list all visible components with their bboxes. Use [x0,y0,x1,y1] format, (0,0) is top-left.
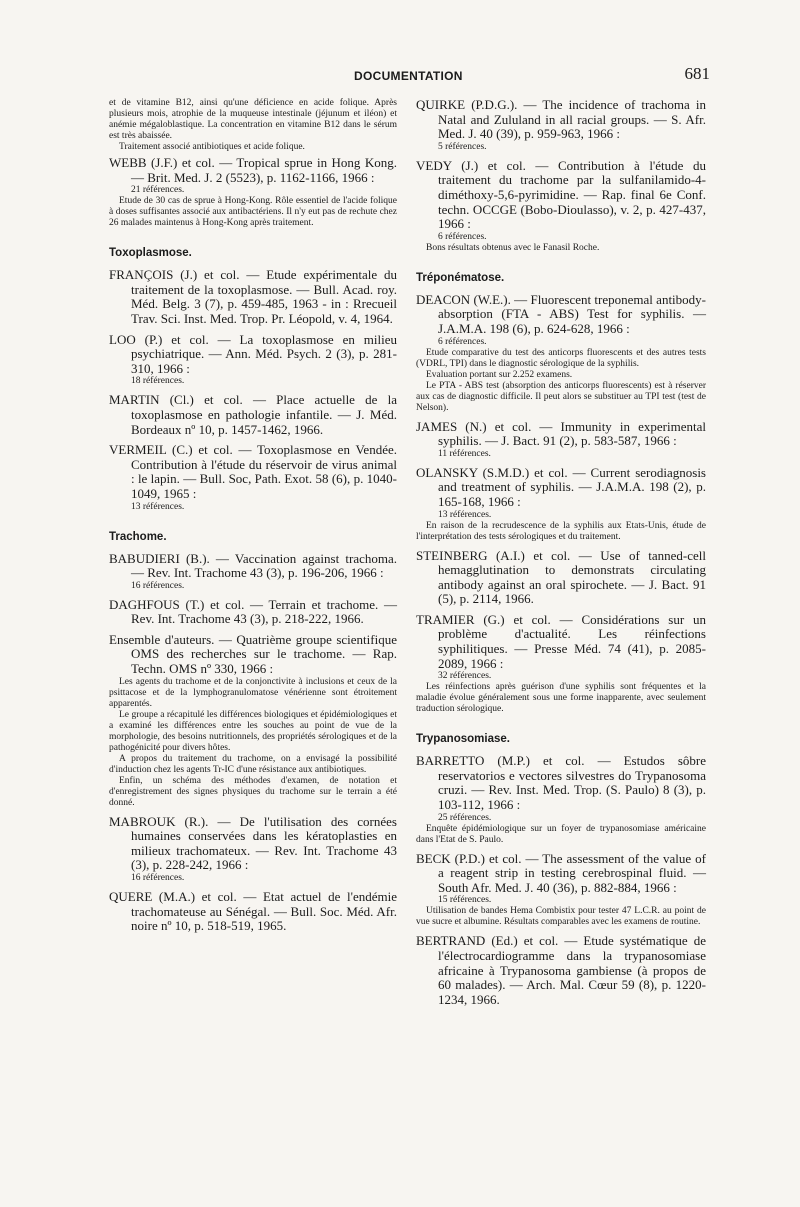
reference-count: 13 références. [131,501,185,512]
reference-count: 32 références. [438,671,492,682]
citation: VERMEIL (C.) et col. — Toxoplasmose en Vendée. Contribution à l'étude du réservoir de virus animal : le lapin. — Bull. Soc, Path. Exot. 58 (6), p. 1040-1049, 1965 : [109,442,397,501]
annotation: A propos du traitement du trachome, on a envisagé la possibilité d'induction chez les agents Tr-IC d'une résistance aux antibiotiques. [109,753,397,775]
running-title: DOCUMENTATION [354,69,463,83]
section-heading: Toxoplasmose. [109,247,192,260]
bibliography-entry [416,934,706,1007]
citation: MARTIN (Cl.) et col. — Place actuelle de la toxoplasmose en pathologie infantile. — J. Méd. Bordeaux nº 10, p. 1457-1462, 1966. [109,392,397,437]
bibliography-entry [109,333,397,388]
reference-count: 21 références. [131,185,185,196]
section-treponematose [416,272,706,716]
page-number: 681 [684,64,710,83]
citation: BECK (P.D.) et col. — The assessment of the value of a reagent strip in testing cerebrospinal fluid. — South Afr. Med. J. 40 (36), p. 882-884, 1966 : [416,850,706,895]
annotation: Etude comparative du test des anticorps fluorescents et des autres tests (VDRL, TPI) dans le diagnostic sérologique de la syphilis. [416,347,706,369]
annotation: En raison de la recrudescence de la syphilis aux Etats-Unis, étude de l'interprétation des tests sérologiques et du traitement. [416,520,706,542]
citation: BARRETTO (M.P.) et col. — Estudos sôbre reservatorios e vectores silvestres do Trypanosoma cruzi. — Rev. Inst. Med. Trop. (S. Paulo) 8 (3), p. 103-112, 1966 : [416,753,706,813]
section-heading: Tréponématose. [416,271,505,284]
section-toxoplasmose [109,247,397,512]
bibliography-entry [416,852,706,929]
citation: JAMES (N.) et col. — Immunity in experimental syphilis. — J. Bact. 91 (2), p. 583-587, 1966 : [416,418,706,449]
citation: LOO (P.) et col. — La toxoplasmose en milieu psychiatrique. — Ann. Méd. Psych. 2 (3), p. 281-310, 1966 : [109,331,397,376]
bibliography-entry [416,159,706,254]
bibliography-entry [109,393,397,437]
continuation-note: Traitement associé antibiotiques et acide folique. [119,142,305,152]
annotation: Enquête épidémiologique sur un foyer de trypanosomiase américaine dans l'Etat de S. Paulo. [416,823,706,845]
citation: BABUDIERI (B.). — Vaccination against trachoma. — Rev. Int. Trachome 43 (3), p. 196-206, 1966 : [109,550,397,581]
citation: QUIRKE (P.D.G.). — The incidence of trachoma in Natal and Zululand in all racial groups. — S. Afr. Med. J. 40 (39), p. 959-963, 1966 : [416,97,706,142]
annotation: Bons résultats obtenus avec le Fanasil Roche. [426,242,600,253]
bibliography-entry [109,443,397,512]
citation: OLANSKY (S.M.D.) et col. — Current serodiagnosis and treatment of syphilis. — J.A.M.A. 198 (2), p. 165-168, 1966 : [416,464,706,509]
reference-count: 6 références. [438,231,487,242]
citation: BERTRAND (Ed.) et col. — Etude systématique de l'électrocardiogramme dans la trypanosomiase africaine à Trypanosoma gambiense (à propos de 60 malades). — Arch. Mal. Cœur 59 (8), p. 1220-1234, 1966. [416,933,706,1007]
reference-count: 16 références. [131,873,185,884]
bibliography-entry [416,613,706,715]
annotation: Evaluation portant sur 2.252 examens. [426,369,573,380]
reference-count: 16 références. [131,580,185,591]
reference-count: 6 références. [438,336,487,347]
bibliography-entry [109,633,397,809]
bibliography-entry [109,815,397,884]
citation: VEDY (J.) et col. — Contribution à l'étude du traitement du trachome par la sulfanilamido-4-diméthoxy-5,6-pyrimidine. — Rap. final 6e Conf. techn. OCCGE (Bobo-Dioulasso), v. 2, p. 427-437, 1966 : [416,157,706,232]
reference-count: 5 références. [438,141,487,152]
annotation: Le groupe a récapitulé les différences biologiques et épidémiologiques et a examiné les différences entre les souches au point de vue de la morphologie, des besoins nutritionnels, des propriétés sérologiques et de la pathogénicité pour divers hôtes. [109,709,397,753]
bibliography-entry-webb [109,156,397,229]
bibliography-entry [416,420,706,460]
citation: TRAMIER (G.) et col. — Considérations sur un problème d'actualité. Les réinfections syphilitiques. — Presse Méd. 74 (41), p. 2085-2089, 1966 : [416,611,706,671]
citation: Ensemble d'auteurs. — Quatrième groupe scientifique OMS des recherches sur le trachome. — Rap. Techn. OMS nº 330, 1966 : [109,631,397,677]
bibliography-entry [109,890,397,934]
citation: QUERE (M.A.) et col. — Etat actuel de l'endémie trachomateuse au Sénégal. — Bull. Soc. Méd. Afr. noire nº 10, p. 518-519, 1965. [109,889,397,934]
bibliography-entry [109,268,397,326]
left-column [109,98,397,940]
bibliography-entry [416,466,706,543]
citation: WEBB (J.F.) et col. — Tropical sprue in Hong Kong. — Brit. Med. J. 2 (5523), p. 1162-1166, 1966 : [109,155,397,185]
annotation: Utilisation de bandes Hema Combistix pour tester 47 L.C.R. au point de vue sucre et albumine. Résultats comparables avec les examens de routine. [416,906,706,928]
bibliography-entry [416,754,706,845]
reference-count: 18 références. [131,376,185,387]
bibliography-entry [109,598,397,627]
bibliography-entry [416,98,706,153]
citation: STEINBERG (A.I.) et col. — Use of tanned-cell hemagglutination to demonstrats circulating antibody against an oral spirochete. — J. Bact. 91 (5), p. 2114, 1966. [416,547,706,607]
annotation: Les réinfections après guérison d'une syphilis sont fréquentes et la maladie évolue généralement sous une forme inapparente, avec seulement traduction sérologique. [416,682,706,715]
reference-count: 25 références. [438,812,492,823]
annotation: Les agents du trachome et de la conjonctivite à inclusions et ceux de la psittacose et de la lymphogranulomatose vénérienne sont étroitement apparentés. [109,676,397,709]
section-heading: Trypanosomiase. [416,733,510,746]
citation: MABROUK (R.). — De l'utilisation des cornées humaines conservées dans les kératoplasties en milieux trachomateux. — Rev. Int. Trachome 43 (3), p. 228-242, 1966 : [109,813,397,873]
reference-count: 11 références. [438,448,491,459]
page-header [110,64,710,88]
reference-count: 15 références. [438,895,492,906]
annotation: Etude de 30 cas de sprue à Hong-Kong. Rôle essentiel de l'acide folique à doses suffisantes associé aux antibactériens. Il n'y eut pas de rechute chez 26 malades maintenus à Hong-Kong après traitement. [109,196,397,229]
section-heading: Trachome. [109,530,167,543]
section-trachome [109,531,397,934]
bibliography-entry [416,293,706,414]
continuation-note: et de vitamine B12, ainsi qu'une déficience en acide folique. Après plusieurs mois, atrophie de la muqueuse intestinale (jéjunum et iléon) et anémie mégaloblastique. La concentration en vitamine B12 dans le sérum est très abaissée. [109,98,397,141]
right-column [416,98,706,1013]
citation: DEACON (W.E.). — Fluorescent treponemal antibody-absorption (FTA - ABS) Test for syphilis. — J.A.M.A. 198 (6), p. 624-628, 1966 : [416,291,706,336]
bibliography-entry [416,549,706,607]
citation: FRANÇOIS (J.) et col. — Etude expérimentale du traitement de la toxoplasmose. — Bull. Acad. roy. Méd. Belg. 3 (7), p. 459-485, 1963 - in : Rrecueil Trav. Sci. Inst. Med. Trop. Pr. Léopold, v. 4, 1964. [109,267,397,326]
annotation: Enfin, un schéma des méthodes d'examen, de notation et d'enregistrement des signes physiques du trachome sur le terrain a été donné. [109,775,397,808]
continuation-fragment [109,98,397,153]
bibliography-entry [109,552,397,592]
annotation: Le PTA - ABS test (absorption des anticorps fluorescents) est à réserver aux cas de diagnostic difficile. Il peut alors se substituer au TPI test (test de Nelson). [416,380,706,413]
citation: DAGHFOUS (T.) et col. — Terrain et trachome. — Rev. Int. Trachome 43 (3), p. 218-222, 1966. [109,596,397,627]
section-trypanosomiase [416,733,706,1007]
reference-count: 13 références. [438,509,492,520]
